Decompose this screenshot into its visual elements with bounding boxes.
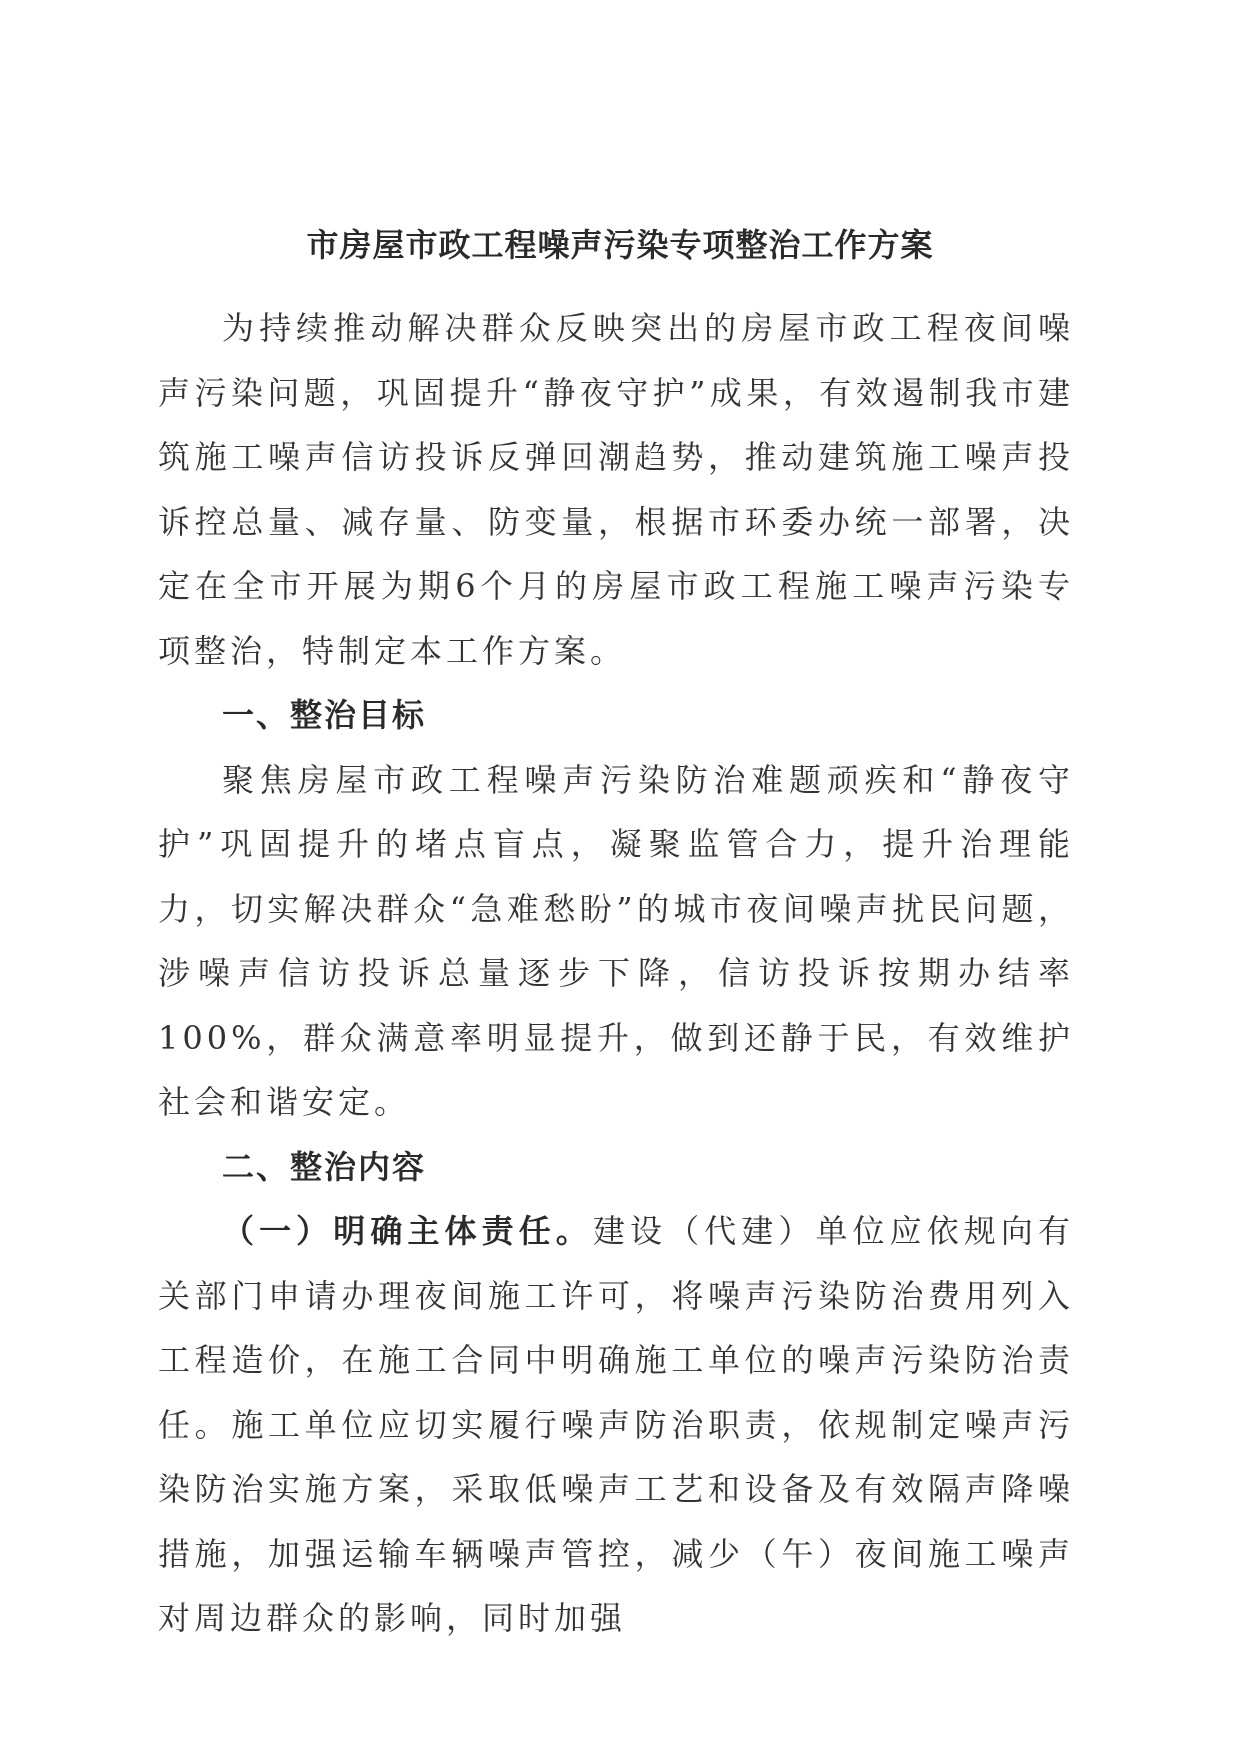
content-item-lead: （一）明确主体责任。 — [222, 1212, 593, 1250]
section-heading-goals: 一、整治目标 — [222, 696, 427, 734]
document-title: 市房屋市政工程噪声污染专项整治工作方案 — [306, 226, 934, 264]
section-heading-content: 二、整治内容 — [222, 1147, 427, 1186]
goals-paragraph: 聚焦房屋市政工程噪声污染防治难题顽疾和“静夜守护”巩固提升的堵点盲点，凝聚监管合力，提升治理能力，切实解决群众“急难愁盼”的城市夜间噪声扰民问题，涉噪声信访投诉总量逐步下降，信访投诉按期办结率100%，群众满意率明显提升，做到还静于民，有效维护社会和谐安定。 — [158, 760, 1074, 1121]
content-item-paragraph — [158, 1199, 1074, 1651]
intro-paragraph: 为持续推动解决群众反映突出的房屋市政工程夜间噪声污染问题，巩固提升“静夜守护”成果，有效遏制我市建筑施工噪声信访投诉反弹回潮趋势，推动建筑施工噪声投诉控总量、减存量、防变量，根据市环委办统一部署，决定在全市开展为期6个月的房屋市政工程施工噪声污染专项整治，特制定本工作方案。 — [158, 309, 1074, 670]
content-item-text: 建设（代建）单位应依规向有关部门申请办理夜间施工许可，将噪声污染防治费用列入工程造价，在施工合同中明确施工单位的噪声污染防治责任。施工单位应切实履行噪声防治职责，依规制定噪声污染防治实施方案，采取低噪声工艺和设备及有效隔声降噪措施，加强运输车辆噪声管控，减少（午）夜间施工噪声对周边群众的影响，同时加强 — [158, 1212, 1074, 1637]
document-body — [158, 296, 1074, 1651]
